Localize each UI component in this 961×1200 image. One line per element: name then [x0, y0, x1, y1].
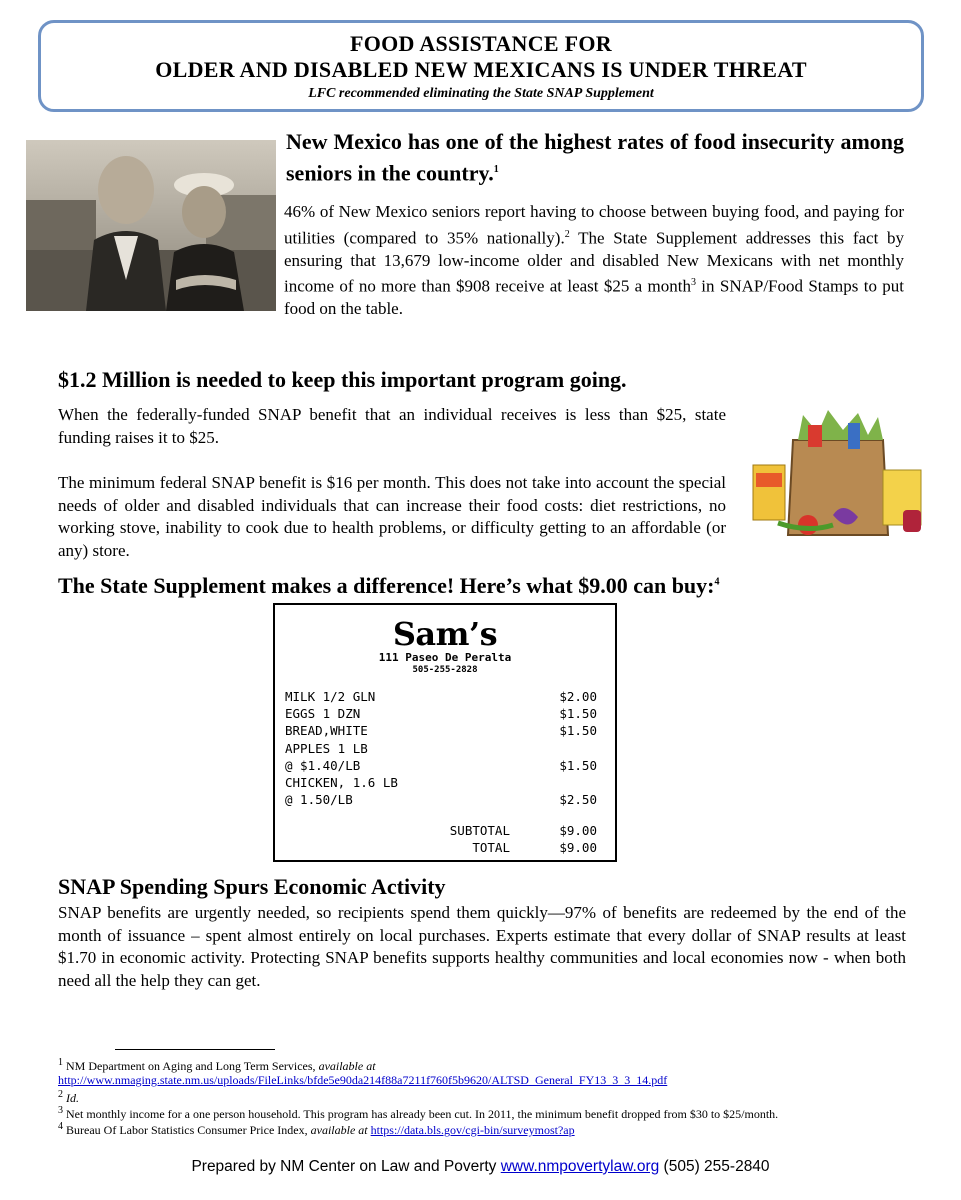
receipt-subtotal-row	[285, 822, 597, 839]
footnote-number: 3	[58, 1105, 63, 1116]
receipt-total-label: TOTAL	[472, 840, 510, 856]
receipt-address: 111 Paseo De Peralta	[378, 651, 512, 664]
receipt	[273, 603, 617, 862]
receipt-subtotal-label: SUBTOTAL	[449, 823, 510, 838]
receipt-item-price: $2.00	[559, 689, 597, 704]
footnote-number: 1	[58, 1057, 63, 1068]
section1-para1: When the federally-funded SNAP benefit that an individual receives is less than $25, state funding raises it to $25.	[58, 405, 726, 447]
footnote-text: Bureau Of Labor Statistics Consumer Price Index,	[63, 1123, 311, 1137]
footnote-ref-4: 4	[714, 576, 720, 588]
header-banner	[38, 20, 924, 112]
intro-paragraph	[284, 201, 904, 321]
footer-phone: (505) 255-2840	[659, 1158, 770, 1175]
section3-para: SNAP benefits are urgently needed, so recipients spend them quickly—97% of benefits are redeemed by the end of the month of issuance – spent almost entirely on local purchases. Experts estimate that every dollar of SNAP results at least $1.70 in economic activity. Protecting SNAP benefits supports healthy communities and local economies now - when both need all the help they can get.	[58, 903, 906, 990]
intro-lead	[286, 128, 904, 187]
footnote-text: Id.	[63, 1091, 79, 1105]
receipt-item-price: $1.50	[559, 757, 597, 773]
section1-heading: $1.2 Million is needed to keep this important program going.	[58, 367, 627, 392]
receipt-item-label: CHICKEN, 1.6 LB	[285, 775, 398, 791]
receipt-row	[285, 740, 597, 757]
footnote-1-link-line	[58, 1073, 928, 1088]
footnote-number: 4	[58, 1121, 63, 1132]
receipt-row	[285, 791, 597, 808]
footnote-1	[58, 1056, 928, 1074]
header-subtitle: LFC recommended eliminating the State SNAP Supplement	[308, 86, 654, 101]
receipt-item-label: MILK 1/2 GLN	[285, 689, 376, 704]
receipt-row	[285, 757, 597, 774]
receipt-item-label: @ $1.40/LB	[285, 757, 361, 773]
receipt-total-value: $9.00	[559, 840, 597, 856]
section2-heading	[58, 573, 720, 599]
grocery-bag-icon	[748, 405, 928, 540]
footnote-text: Net monthly income for a one person household. This program has already been cut. In 2011, the minimum benefit dropped from $30 to $25/month.	[63, 1107, 779, 1121]
footnote-4	[58, 1120, 928, 1138]
footer-prepared: Prepared by NM Center on Law and Poverty	[191, 1158, 501, 1175]
receipt-row	[285, 688, 597, 705]
receipt-phone: 505-255-2828	[412, 665, 478, 675]
footnote-ref-3: 3	[690, 277, 696, 289]
footnote-divider	[115, 1049, 275, 1050]
header-title-line1: FOOD ASSISTANCE FOR	[349, 31, 612, 56]
intro-p2: The State Supplement addresses this fact by ensuring that 13,679 low-income older and disabled New Mexicans with net monthly income of no more than $908 receive at least $25 a month	[284, 228, 904, 296]
section1-para2: The minimum federal SNAP benefit is $16 per month. This does not take into account the special needs of older and disabled individuals that can increase their food costs: diet restrictions, no working stove, inability to cook due to health problems, or difficulty getting to an affordable (or any) store.	[58, 473, 726, 560]
intro-p1: 46% of New Mexico seniors report having to choose between buying food, and paying for utilities (compared to 35% nationally).	[284, 202, 904, 248]
section2-heading-text: The State Supplement makes a difference! Here’s what $9.00 can buy:	[58, 573, 715, 598]
receipt-item-label: APPLES 1 LB	[285, 740, 368, 756]
receipt-total-row	[285, 839, 597, 856]
receipt-item-price: $2.50	[559, 792, 597, 808]
footnote-2	[58, 1088, 928, 1106]
footnote-ref-1: 1	[493, 164, 499, 175]
receipt-totals	[285, 822, 597, 856]
footnote-1-link[interactable]: http://www.nmaging.state.nm.us/uploads/FileLinks/bfde5e90da214f88a7211f760f5b9620/ALTSD_General_FY13_3_3_14.pdf	[58, 1073, 668, 1087]
intro-lead-text: New Mexico has one of the highest rates of food insecurity among seniors in the country.	[286, 129, 904, 186]
receipt-store-name: Sam’s	[392, 615, 498, 653]
section3-heading: SNAP Spending Spurs Economic Activity	[58, 874, 446, 899]
receipt-row	[285, 705, 597, 722]
receipt-item-label: BREAD,WHITE	[285, 723, 368, 739]
receipt-item-label: EGGS 1 DZN	[285, 706, 361, 722]
intro-p3: in SNAP/Food Stamps to put food on the table.	[284, 276, 904, 319]
footer-website-link[interactable]: www.nmpovertylaw.org	[500, 1158, 660, 1175]
receipt-subtotal-value: $9.00	[559, 823, 597, 838]
receipt-item-price: $1.50	[559, 723, 597, 739]
receipt-row	[285, 722, 597, 739]
footnote-text: NM Department on Aging and Long Term Services,	[63, 1059, 319, 1073]
seniors-photo	[26, 140, 276, 311]
receipt-row	[285, 774, 597, 791]
receipt-items	[285, 688, 597, 808]
footnote-italic: available at	[310, 1123, 368, 1137]
footnote-4-link[interactable]: https://data.bls.gov/cgi-bin/surveymost?ap	[370, 1123, 575, 1137]
footer	[0, 1158, 961, 1176]
receipt-item-label: @ 1.50/LB	[285, 792, 353, 808]
header-title-line2: OLDER AND DISABLED NEW MEXICANS IS UNDER THREAT	[155, 57, 807, 82]
footnote-number: 2	[58, 1089, 63, 1100]
footnote-3	[58, 1104, 928, 1122]
receipt-item-price: $1.50	[559, 706, 597, 722]
footnote-italic: available at	[318, 1059, 376, 1073]
footnote-ref-2: 2	[564, 228, 570, 240]
